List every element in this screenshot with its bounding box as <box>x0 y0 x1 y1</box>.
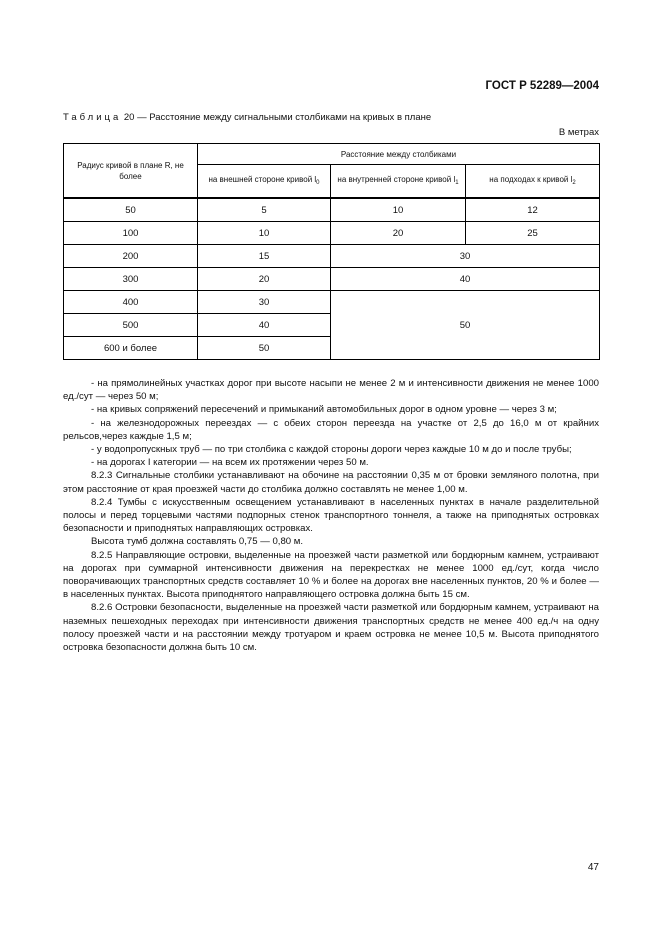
table-row <box>64 222 600 245</box>
cell-approach: 12 <box>466 198 600 222</box>
page-number: 47 <box>587 862 599 873</box>
table-row <box>64 291 600 314</box>
header-approach-text: на подходах к кривой l <box>489 174 573 184</box>
table-caption <box>63 112 431 123</box>
table-caption-text: 20 — Расстояние между сигнальными столбиками на кривых в плане <box>121 112 432 123</box>
cell-outer: 30 <box>198 291 331 314</box>
cell-radius: 50 <box>64 198 198 222</box>
table-row <box>64 198 600 222</box>
document-code: ГОСТ Р 52289—2004 <box>485 80 599 92</box>
header-radius: Радиус кривой в плане R, не более <box>64 144 198 199</box>
paragraph: 8.2.4 Тумбы с искусственным освещением устанавливают в населенных пунктах в начале разделительной полосы и перед торцевыми частями подпорных стенок транспортного тоннеля, а также на приподнятых островках безопасности и приподнятых направляющих островках. <box>63 496 599 535</box>
distance-table <box>63 143 600 360</box>
cell-radius: 300 <box>64 268 198 291</box>
header-approach <box>466 165 600 199</box>
header-inner-side-sub: 1 <box>455 179 459 186</box>
cell-outer: 40 <box>198 314 331 337</box>
table-row <box>64 245 600 268</box>
paragraph: 8.2.5 Направляющие островки, выделенные на проезжей части разметкой или бордюрным камнем, устраивают на дорогах при суммарной интенсивности движения на перекрестках не менее 1000 ед./сут, когда число поворачивающих транспортных средств составляет 10 % и более на дорогах вне населенных пунктов, 20 % и более — в населенных пунктах. Высота приподнятого направляющего островка должна быть 15 см. <box>63 549 599 601</box>
paragraph: - на железнодорожных переездах — с обеих сторон переезда на участке от 2,5 до 16,0 м от крайних рельсов,через каждые 1,5 м; <box>63 417 599 442</box>
paragraph: 8.2.3 Сигнальные столбики устанавливают на обочине на расстоянии 0,35 м от бровки земляного полотна, при этом расстояние от края проезжей части до столбика должно составлять не менее 1,00 м. <box>63 470 599 495</box>
cell-outer: 50 <box>198 337 331 360</box>
paragraph: - у водопропускных труб — по три столбика с каждой стороны дороги через каждые 10 м до и после трубы; <box>91 444 572 456</box>
table-units: В метрах <box>558 127 599 138</box>
table-header-row-1 <box>64 144 600 165</box>
cell-outer: 15 <box>198 245 331 268</box>
cell-radius: 400 <box>64 291 198 314</box>
cell-outer: 20 <box>198 268 331 291</box>
cell-inner-approach-merged: 40 <box>331 268 600 291</box>
body-text <box>63 377 599 654</box>
paragraph: - на дорогах I категории — на всем их протяжении через 50 м. <box>91 457 369 469</box>
cell-approach: 25 <box>466 222 600 245</box>
cell-radius: 100 <box>64 222 198 245</box>
cell-radius: 600 и более <box>64 337 198 360</box>
table-row <box>64 268 600 291</box>
header-outer-side <box>198 165 331 199</box>
header-inner-side-text: на внутренней стороне кривой l <box>337 174 456 184</box>
cell-inner: 20 <box>331 222 466 245</box>
cell-radius: 200 <box>64 245 198 268</box>
cell-outer: 10 <box>198 222 331 245</box>
header-approach-sub: 2 <box>572 179 576 186</box>
header-outer-side-sub: 0 <box>316 179 320 186</box>
paragraph: 8.2.6 Островки безопасности, выделенные на проезжей части разметкой или бордюрным камнем, устраивают на наземных пешеходных переходах при интенсивности движения транспортных средств не менее 400 ед./ч на одну полосу проезжей части и на расстоянии между тротуаром и краем островка не менее 10,5 м. Высота приподнятого островка безопасности должна быть 10 см. <box>63 602 599 654</box>
cell-inner: 10 <box>331 198 466 222</box>
header-outer-side-text: на внешней стороне кривой l <box>208 174 317 184</box>
paragraph: Высота тумб должна составлять 0,75 — 0,80 м. <box>91 536 304 548</box>
cell-inner-approach-merged: 30 <box>331 245 600 268</box>
header-inner-side <box>331 165 466 199</box>
paragraph: - на прямолинейных участках дорог при высоте насыпи не менее 2 м и интенсивности движения не менее 1000 ед./сут — через 50 м; <box>63 378 599 403</box>
table-caption-lead: Таблица <box>63 112 122 123</box>
header-distance-group: Расстояние между столбиками <box>198 144 600 165</box>
paragraph: - на кривых сопряжений пересечений и примыканий автомобильных дорог в одном уровне — через 3 м; <box>91 404 557 416</box>
cell-radius: 500 <box>64 314 198 337</box>
cell-outer: 5 <box>198 198 331 222</box>
cell-inner-approach-merged: 50 <box>331 291 600 360</box>
